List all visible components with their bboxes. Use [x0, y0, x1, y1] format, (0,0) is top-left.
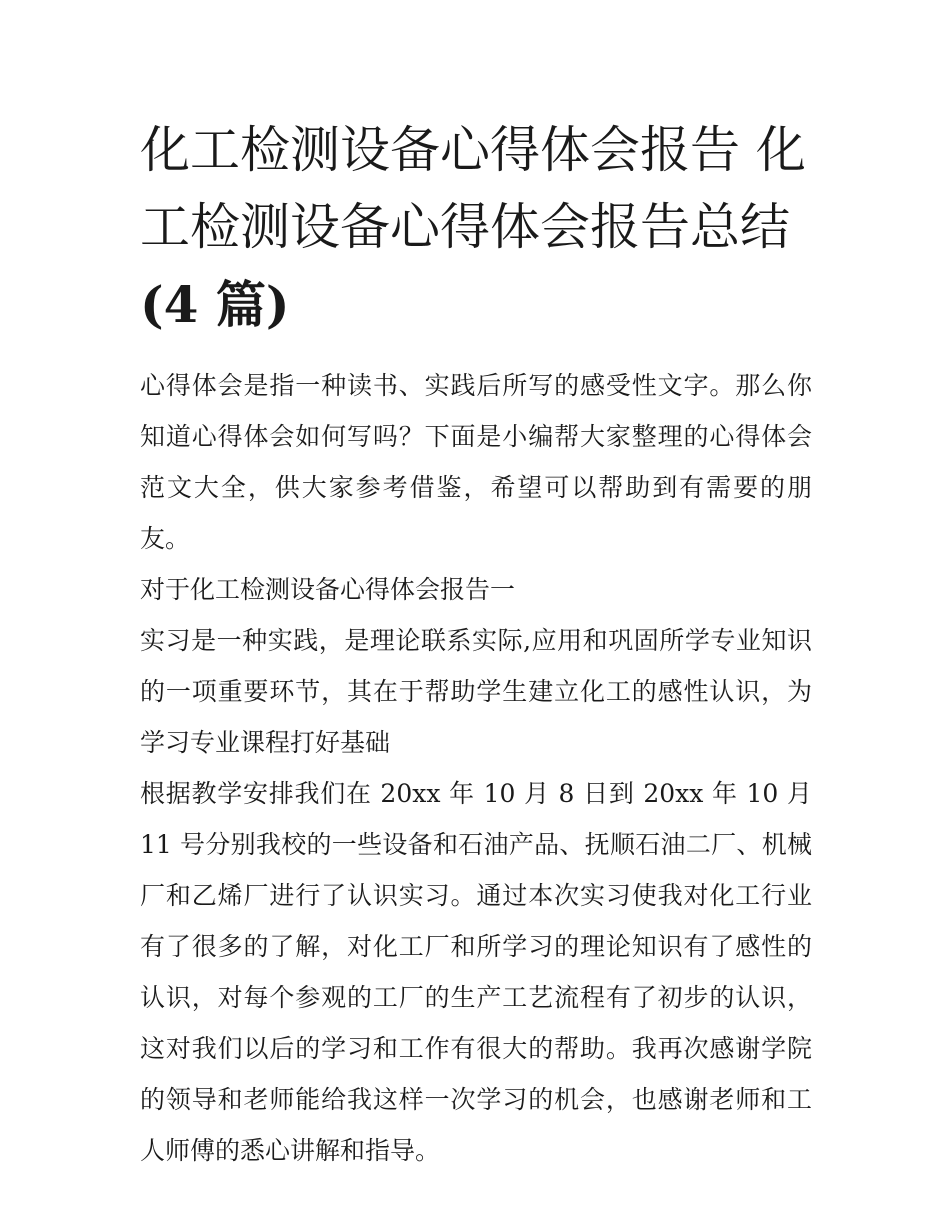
section-heading: 对于化工检测设备心得体会报告一	[140, 575, 516, 604]
body-paragraph: 根据教学安排我们在 20xx 年 10 月 8 日到 20xx 年 10 月 11 号分别我校的一些设备和石油产品、抚顺石油二厂、机械厂和乙烯厂进行了认识实习。通过本次实习使我对化工行业有了很多的了解，对化工厂和所学习的理论知识有了感性的认识，对每个参观的工厂的生产工艺流程有了初步的认识，这对我们以后的学习和工作有很大的帮助。我再次感谢学院的领导和老师能给我这样一次学习的机会，也感谢老师和工人师傅的悉心讲解和指导。	[140, 779, 812, 1165]
document-title	[140, 112, 812, 344]
intro-paragraph: 心得体会是指一种读书、实践后所写的感受性文字。那么你知道心得体会如何写吗？下面是小编帮大家整理的心得体会范文大全，供大家参考借鉴，希望可以帮助到有需要的朋友。	[140, 371, 812, 553]
title-main: 化工检测设备心得体会报告 化工检测设备心得体会报告总结	[140, 121, 806, 256]
document-body	[140, 360, 812, 1176]
document-page	[140, 112, 812, 1176]
title-tail: (4 篇)	[140, 275, 290, 334]
body-paragraph: 实习是一种实践，是理论联系实际,应用和巩固所学专业知识的一项重要环节，其在于帮助学生建立化工的感性认识，为学习专业课程打好基础	[140, 626, 812, 757]
